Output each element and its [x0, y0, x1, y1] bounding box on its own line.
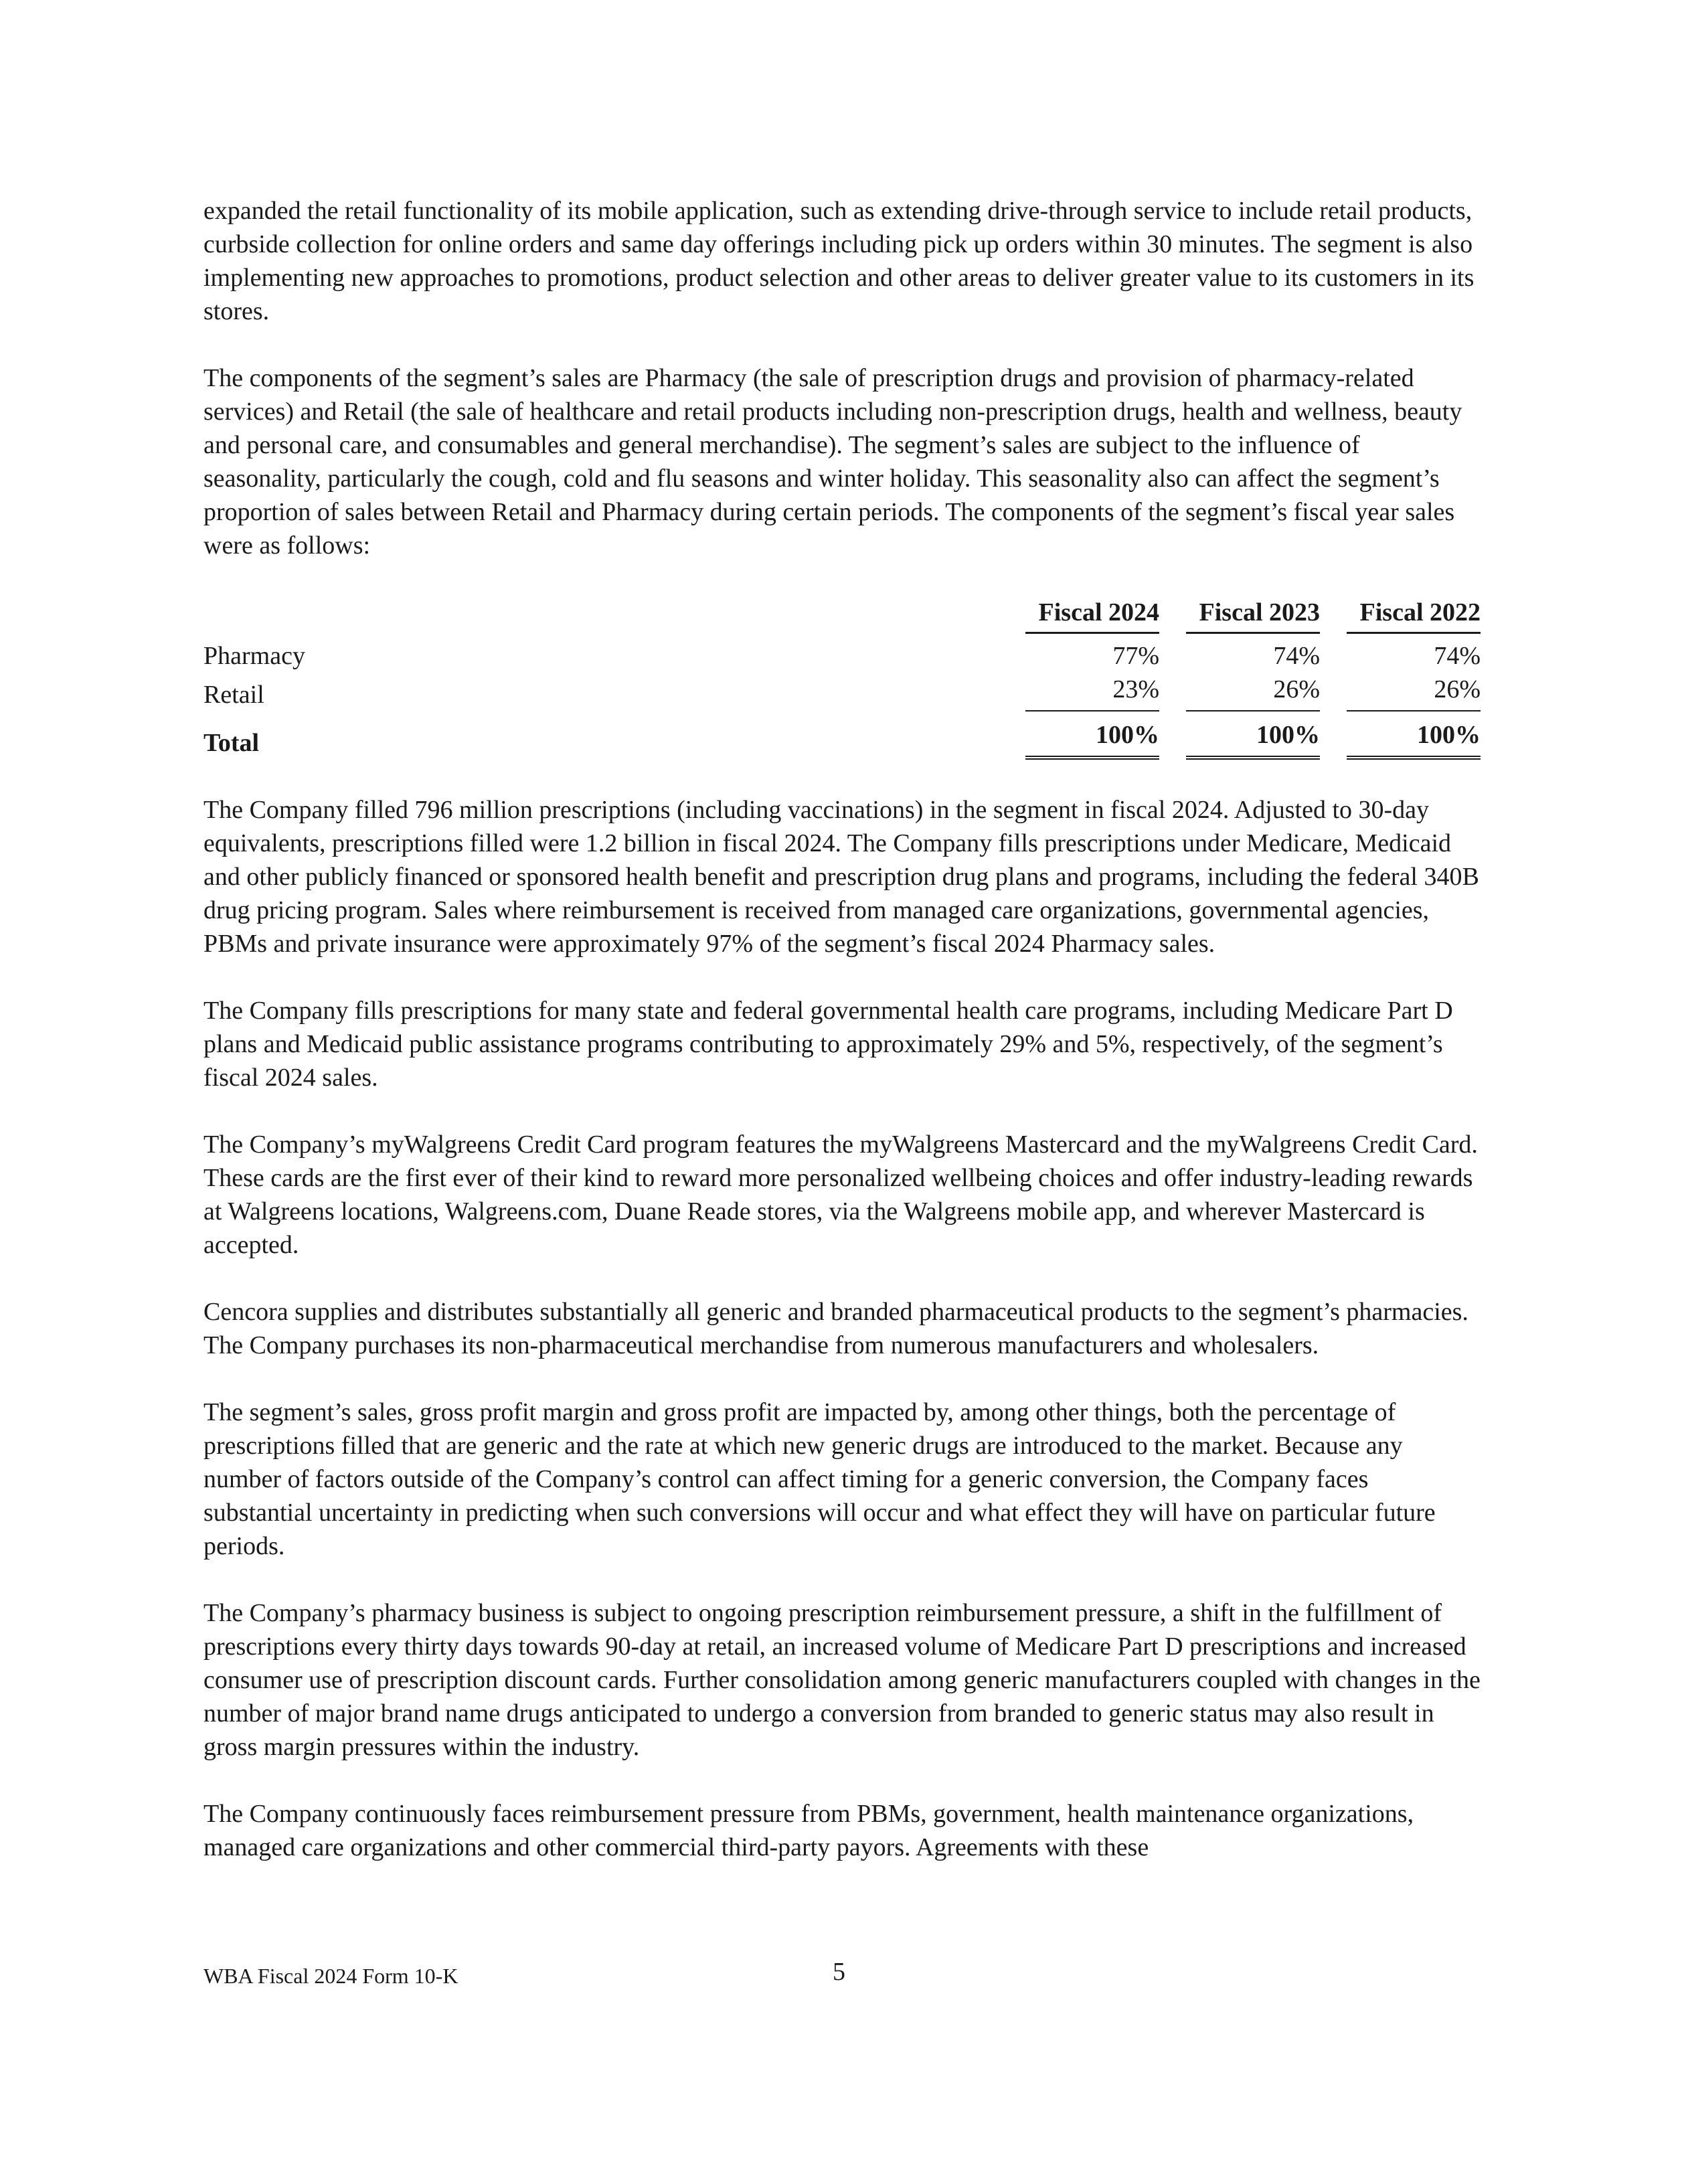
paragraph-government-programs: The Company fills prescriptions for many state and federal governmental health care programs, including Medicare Part D plans and Medicaid public assistance programs contributing to approximately 29% and 5%, respectively, of the segment’s fiscal 2024 sales.	[203, 997, 1453, 1092]
footer-document-name: WBA Fiscal 2024 Form 10-K	[203, 1964, 458, 1988]
cell-retail-2024: 23%	[1025, 673, 1159, 711]
paragraph-credit-card: The Company’s myWalgreens Credit Card program features the myWalgreens Mastercard and the myWalgreens Credit Card. These cards are the first ever of their kind to reward more personalized wellbeing choices and offer industry-leading rewards at Walgreens locations, Walgreens.com, Duane Reade stores, via the Walgreens mobile app, and wherever Mastercard is accepted.	[203, 1130, 1478, 1259]
cell-total-2024: 100%	[1025, 718, 1159, 760]
table-header-row	[203, 596, 1481, 634]
row-label-retail: Retail	[203, 681, 264, 709]
cell-retail-2023: 26%	[1186, 673, 1320, 711]
paragraph-cencora: Cencora supplies and distributes substantially all generic and branded pharmaceutical products to the segment’s pharmacies. The Company purchases its non-pharmaceutical merchandise from numerous manufacturers and wholesalers.	[203, 1298, 1468, 1359]
cell-retail-2022: 26%	[1347, 673, 1481, 711]
paragraph-payors: The Company continuously faces reimbursement pressure from PBMs, government, health maintenance organizations, managed care organizations and other commercial third-party payors. Agreements with these	[203, 1800, 1414, 1861]
table-row-pharmacy	[203, 639, 1481, 673]
paragraph-sales-components: The components of the segment’s sales are Pharmacy (the sale of prescription drugs and provision of pharmacy-related services) and Retail (the sale of healthcare and retail products including non-prescription drugs, health and wellness, beauty and personal care, and consumables and general merchandise). The segment’s sales are subject to the influence of seasonality, particularly the cough, cold and flu seasons and winter holiday. This seasonality also can affect the segment’s proportion of sales between Retail and Pharmacy during certain periods. The components of the segment’s fiscal year sales were as follows:	[203, 364, 1462, 560]
footer-page-number: 5	[833, 1958, 845, 1986]
cell-pharmacy-2024: 77%	[1112, 642, 1159, 670]
row-label-pharmacy: Pharmacy	[203, 642, 305, 670]
paragraph-retail-functionality: expanded the retail functionality of its mobile application, such as extending drive-through service to include retail products, curbside collection for online orders and same day offerings including pick up orders within 30 minutes. The segment is also implementing new approaches to promotions, product selection and other areas to deliver greater value to its customers in its stores.	[203, 197, 1475, 325]
paragraph-reimbursement-pressure: The Company’s pharmacy business is subject to ongoing prescription reimbursement pressure, a shift in the fulfillment of prescriptions every thirty days towards 90-day at retail, an increased volume of Medicare Part D prescriptions and increased consumer use of prescription discount cards. Further consolidation among generic manufacturers coupled with changes in the number of major brand name drugs anticipated to undergo a conversion from branded to generic status may also result in gross margin pressures within the industry.	[203, 1599, 1481, 1761]
row-label-total: Total	[203, 729, 260, 757]
column-header-fiscal-2024: Fiscal 2024	[1025, 596, 1159, 634]
column-header-fiscal-2022: Fiscal 2022	[1347, 596, 1481, 634]
paragraph-generic-drugs: The segment’s sales, gross profit margin and gross profit are impacted by, among other things, both the percentage of prescriptions filled that are generic and the rate at which new generic drugs are introduced to the market. Because any number of factors outside of the Company’s control can affect timing for a generic conversion, the Company faces substantial uncertainty in predicting when such conversions will occur and what effect they will have on particular future periods.	[203, 1398, 1436, 1560]
cell-pharmacy-2022: 74%	[1434, 642, 1481, 670]
cell-total-2023: 100%	[1186, 718, 1320, 760]
document-page	[203, 194, 1481, 1898]
table-row-retail	[203, 673, 1481, 711]
cell-total-2022: 100%	[1347, 718, 1481, 760]
paragraph-prescriptions-filled: The Company filled 796 million prescriptions (including vaccinations) in the segment in fiscal 2024. Adjusted to 30-day equivalents, prescriptions filled were 1.2 billion in fiscal 2024. The Company fills prescriptions under Medicare, Medicaid and other publicly financed or sponsored health benefit and prescription drug plans and programs, including the federal 340B drug pricing program. Sales where reimbursement is received from managed care organizations, governmental agencies, PBMs and private insurance were approximately 97% of the segment’s fiscal 2024 Pharmacy sales.	[203, 796, 1479, 958]
sales-components-table	[203, 596, 1481, 760]
cell-pharmacy-2023: 74%	[1273, 642, 1320, 670]
table-row-total	[203, 718, 1481, 760]
column-header-fiscal-2023: Fiscal 2023	[1186, 596, 1320, 634]
